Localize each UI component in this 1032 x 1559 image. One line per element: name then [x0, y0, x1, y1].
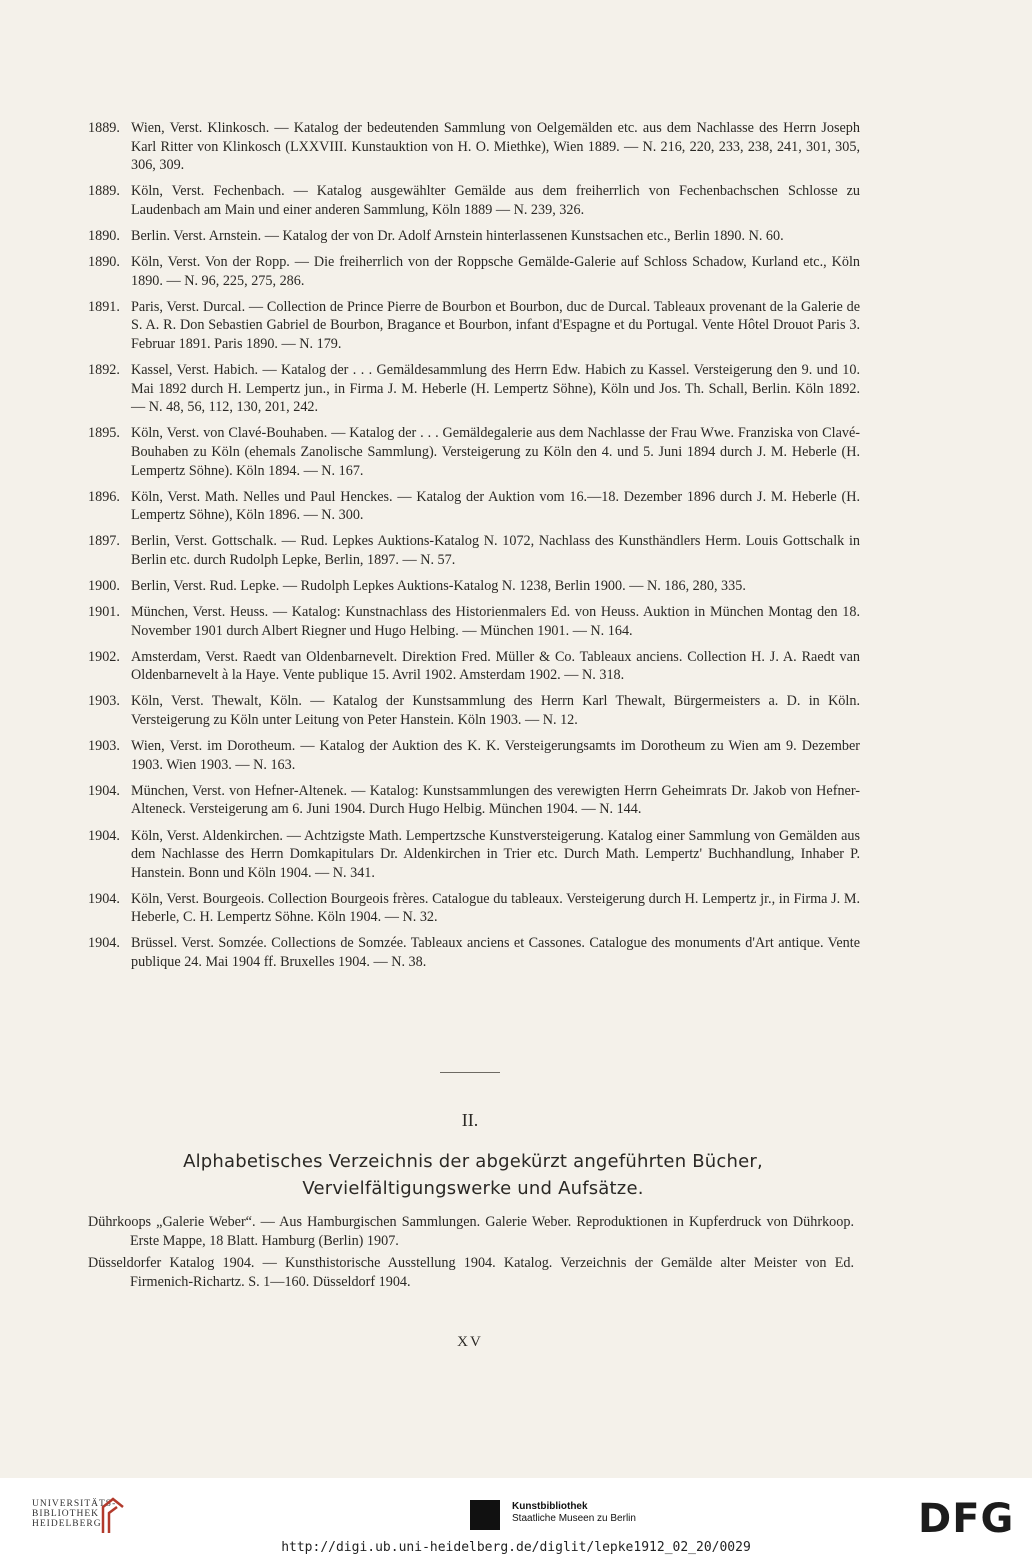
entry-text: Berlin. Verst. Arnstein. — Katalog der von Dr. Adolf Arnstein hinterlassenen Kunstsachen etc., Berlin 1890. N. 60. [131, 227, 784, 244]
entry-text: Köln, Verst. von Clavé-Bouhaben. — Katalog der . . . Gemäldegalerie aus dem Nachlasse der Frau Wwe. Franziska von Clavé-Bouhaben zu Köln (ehemals Zanolische Sammlung). Versteigerung zu Köln den 4. und 5. Juni 1894 durch J. M. Heberle (H. Lempertz Söhne). Köln 1894. — N. 167. [131, 425, 860, 479]
list-item [88, 577, 860, 596]
entry-year: 1895. [88, 425, 120, 442]
list-item [88, 119, 860, 175]
entry-year: 1896. [88, 488, 120, 505]
list-item [88, 424, 860, 480]
bibliography-entry: Dührkoops „Galerie Weber“. — Aus Hamburgischen Sammlungen. Galerie Weber. Reproduktionen in Kupferdruck von Dührkoop. Erste Mappe, 18 Blatt. Hamburg (Berlin) 1907. [88, 1214, 854, 1249]
entry-year: 1904. [88, 890, 120, 907]
list-item [88, 934, 860, 971]
entry-text: Paris, Verst. Durcal. — Collection de Prince Pierre de Bourbon et Bourbon, duc de Durcal. Tableaux provenant de la Galerie de S. A. R. Don Sebastien Gabriel de Bourbon, Bragance et Bourbon, infant d'Espagne et du Portugal. Vente Hôtel Drouot Paris 3. Februar 1891. Paris 1890. — N. 179. [131, 298, 860, 352]
section-heading: Alphabetisches Verzeichnis der abgekürzt angeführten Bücher, Vervielfältigungswerke und Aufsätze. [183, 1151, 763, 1199]
auction-catalog-list [88, 119, 860, 979]
entry-text: München, Verst. Heuss. — Katalog: Kunstnachlass des Historienmalers Ed. von Heuss. Auktion in München Montag den 18. November 1901 durch Albert Riegner und Hugo Helbing. — München 1901. — N. 164. [131, 604, 860, 639]
entry-text: Köln, Verst. Aldenkirchen. — Achtzigste Math. Lempertzsche Kunstversteigerung. Katalog einer Sammlung von Gemälden aus dem Nachlasse des Herrn Domkapitulars Dr. Aldenkirchen in Trier etc. Durch Math. Lempertz' Buchhandlung, Inhaber P. Hanstein. Bonn und Köln 1904. — N. 341. [131, 827, 860, 881]
entry-year: 1904. [88, 782, 120, 799]
entry-year: 1904. [88, 935, 120, 952]
list-item [88, 182, 860, 219]
list-item [88, 827, 860, 883]
permalink-url[interactable]: http://digi.ub.uni-heidelberg.de/diglit/lepke1912_02_20/0029 [281, 1540, 751, 1555]
entry-year: 1903. [88, 738, 120, 755]
ub-logo-line: BIBLIOTHEK [32, 1509, 99, 1519]
entry-text: Kassel, Verst. Habich. — Katalog der . . . Gemäldesammlung des Herrn Edw. Habich zu Kassel. Versteigerung den 9. und 10. Mai 1892 durch H. Lempertz jun., in Firma J. M. Heberle (H. Lempertz Söhne), Köln und Jos. Th. Schall, Berlin. Köln 1892. — N. 48, 56, 112, 130, 201, 242. [131, 362, 860, 416]
entry-year: 1890. [88, 227, 120, 244]
list-item [88, 253, 860, 290]
ub-logo-line: HEIDELBERG [32, 1519, 102, 1529]
section-numeral: II. [461, 1110, 479, 1130]
entry-text: Berlin, Verst. Rud. Lepke. — Rudolph Lepkes Auktions-Katalog N. 1238, Berlin 1900. — N. 186, 280, 335. [131, 577, 746, 594]
section-divider [440, 1072, 500, 1073]
entry-year: 1891. [88, 298, 120, 315]
entry-year: 1889. [88, 120, 120, 136]
entry-year: 1901. [88, 604, 120, 621]
list-item [88, 782, 860, 819]
list-item [88, 532, 860, 569]
entry-year: 1892. [88, 362, 120, 379]
entry-text: Köln, Verst. Math. Nelles und Paul Henckes. — Katalog der Auktion vom 16.—18. Dezember 1896 durch J. M. Heberle (H. Lempertz Söhne), Köln 1896. — N. 300. [131, 488, 860, 524]
entry-year: 1904. [88, 827, 120, 844]
list-item [88, 227, 860, 246]
entry-year: 1903. [88, 693, 120, 710]
kunstbibliothek-logo-icon [470, 1500, 500, 1530]
list-item [88, 298, 860, 354]
entry-text: München, Verst. von Hefner-Altenek. — Katalog: Kunstsammlungen des verewigten Herrn Geheimrats Dr. Jakob von Hefner-Alteneck. Versteigerung am 6. Juni 1904. Durch Hugo Helbig. München 1904. — N. 144. [131, 782, 860, 818]
entry-year: 1897. [88, 533, 120, 550]
entry-year: 1900. [88, 577, 120, 594]
entry-year: 1889. [88, 183, 120, 200]
dfg-logo[interactable]: DFG [918, 1496, 1015, 1542]
bibliography-list [88, 1213, 854, 1295]
entry-text: Wien, Verst. Klinkosch. — Katalog der bedeutenden Sammlung von Oelgemälden etc. aus dem Nachlasse des Herrn Joseph Karl Ritter von Klinkosch (LXXVIII. Kunstauktion von H. O. Miethke), Wien 1889. — N. 216, 220, 233, 238, 241, 301, 305, 306, 309. [131, 120, 860, 174]
kunstbibliothek-subtitle: Staatliche Museen zu Berlin [512, 1513, 636, 1524]
entry-text: Amsterdam, Verst. Raedt van Oldenbarnevelt. Direktion Fred. Müller & Co. Tableaux anciens. Collection H. J. A. Raedt van Oldenbarnevelt à la Haye. Vente publique 15. Avril 1902. Amsterdam 1902. — N. 318. [131, 648, 860, 684]
ub-logo-line: UNIVERSITÄTS- [32, 1499, 117, 1509]
list-item [88, 488, 860, 525]
list-item [88, 648, 860, 685]
list-item [88, 737, 860, 774]
list-item [88, 890, 860, 927]
entry-year: 1902. [88, 648, 120, 665]
entry-text: Köln, Verst. Von der Ropp. — Die freiherrlich von der Roppsche Gemälde-Galerie auf Schloss Schadow, Kurland etc., Köln 1890. — N. 96, 225, 275, 286. [131, 254, 860, 289]
entry-text: Berlin, Verst. Gottschalk. — Rud. Lepkes Auktions-Katalog N. 1072, Nachlass des Kunsthändlers Herm. Louis Gottschalk in Berlin etc. durch Rudolph Lepke, Berlin, 1897. — N. 57. [131, 533, 860, 568]
entry-text: Köln, Verst. Bourgeois. Collection Bourgeois frères. Catalogue du tableaux. Versteigerung durch H. Lempertz jr., in Firma J. M. Heberle, C. H. Lempertz Söhne. Köln 1904. — N. 32. [131, 890, 860, 926]
bibliography-entry: Düsseldorfer Katalog 1904. — Kunsthistorische Ausstellung 1904. Katalog. Verzeichnis der Gemälde alter Meister von Ed. Firmenich-Richartz. S. 1—160. Düsseldorf 1904. [88, 1255, 854, 1290]
entry-year: 1890. [88, 254, 120, 271]
list-item [88, 603, 860, 640]
entry-text: Köln, Verst. Fechenbach. — Katalog ausgewählter Gemälde aus dem freiherrlich von Fechenbachschen Schlosse zu Laudenbach am Main und einer anderen Sammlung, Köln 1889 — N. 239, 326. [131, 183, 860, 218]
entry-text: Wien, Verst. im Dorotheum. — Katalog der Auktion des K. K. Versteigerungsamts im Dorotheum zu Wien am 9. Dezember 1903. Wien 1903. — N. 163. [131, 738, 860, 773]
list-item [88, 361, 860, 417]
entry-text: Köln, Verst. Thewalt, Köln. — Katalog der Kunstsammlung des Herrn Karl Thewalt, Bürgermeisters a. D. in Köln. Versteigerung zu Köln unter Leitung von Peter Hanstein. Köln 1903. — N. 12. [131, 693, 860, 729]
page-number: XV [457, 1334, 483, 1350]
kunstbibliothek-name: Kunstbibliothek [512, 1501, 588, 1512]
list-item [88, 692, 860, 729]
entry-text: Brüssel. Verst. Somzée. Collections de Somzée. Tableaux anciens et Cassones. Catalogue des monuments d'Art antique. Vente publique 24. Mai 1904 ff. Bruxelles 1904. — N. 38. [131, 935, 860, 971]
ub-emblem-icon [100, 1495, 126, 1535]
kunstbibliothek-logo[interactable] [512, 1501, 636, 1525]
